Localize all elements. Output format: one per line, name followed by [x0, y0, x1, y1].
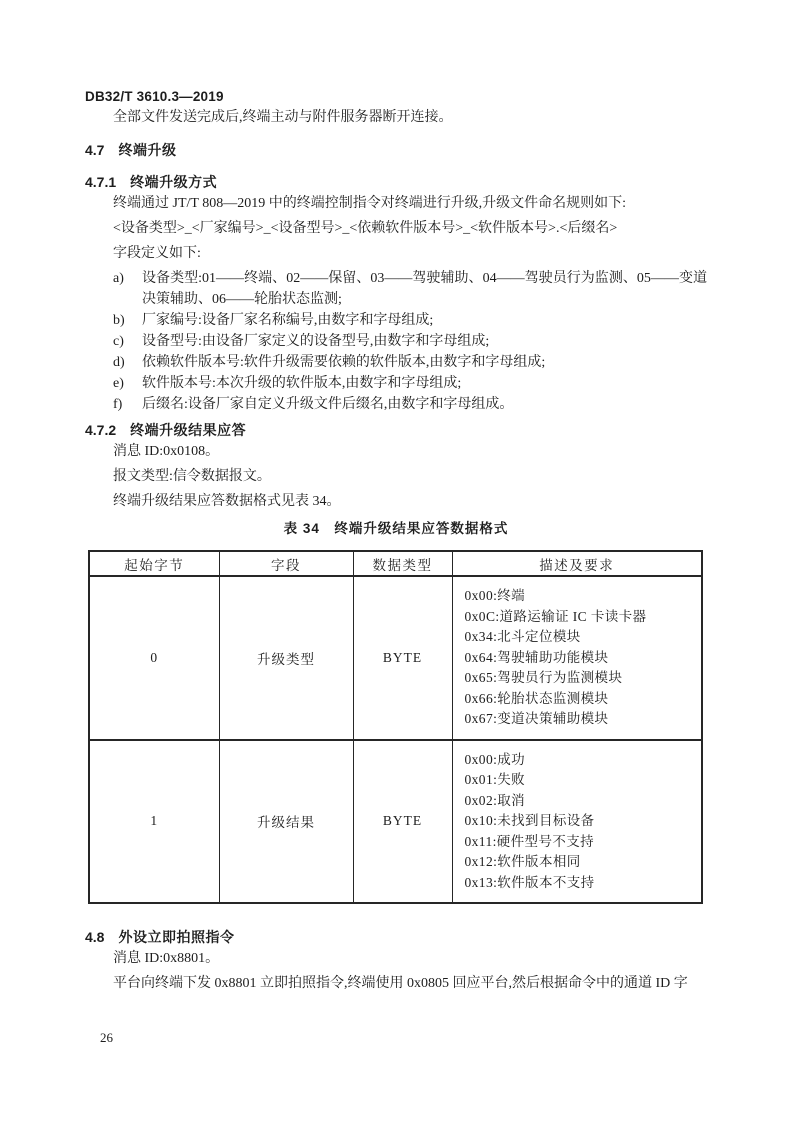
list-item: [85, 310, 707, 331]
table-row: [89, 576, 702, 740]
section-number: 4.7.1: [85, 174, 117, 190]
description-line: 0x13:软件版本不支持: [464, 874, 595, 890]
table-34-header: [89, 551, 702, 576]
table-row: [89, 740, 702, 904]
message-id-line: 消息 ID:0x0108。: [113, 444, 220, 459]
paragraph-upgrade-intro: 终端通过 JT/T 808—2019 中的终端控制指令对终端进行升级,升级文件命名规则如下:: [113, 196, 627, 211]
section-title: 终端升级结果应答: [130, 422, 247, 438]
standard-number-header: DB32/T 3610.3—2019: [85, 89, 224, 104]
description-line: 0x67:变道决策辅助模块: [464, 711, 609, 726]
description-line: 0x00:终端: [464, 588, 526, 603]
list-item: [85, 268, 707, 310]
field-definition-list: [85, 268, 707, 415]
cell-field: 升级类型: [219, 576, 353, 740]
section-4-7-2-heading: [85, 422, 707, 439]
list-item-text: 后缀名:设备厂家自定义升级文件后缀名,由数字和字母组成。: [142, 397, 514, 412]
list-item-label: b): [113, 313, 125, 328]
cell-data-type: BYTE: [353, 740, 452, 904]
section-title: 外设立即拍照指令: [118, 929, 235, 945]
column-header-description: 描述及要求: [452, 551, 702, 576]
list-item-text: 厂家编号:设备厂家名称编号,由数字和字母组成;: [142, 313, 434, 328]
description-line: 0x0C:道路运输证 IC 卡读卡器: [464, 608, 647, 624]
list-item-label: d): [113, 355, 125, 370]
message-id-line: 消息 ID:0x8801。: [113, 951, 220, 966]
list-item-text: 软件版本号:本次升级的软件版本,由数字和字母组成;: [142, 376, 462, 391]
filename-pattern-line: <设备类型>_<厂家编号>_<设备型号>_<依赖软件版本号>_<软件版本号>.<后缀名>: [113, 221, 618, 236]
page-content: [85, 0, 707, 996]
section-number: 4.8: [85, 929, 105, 945]
table-34: [88, 550, 703, 904]
description-line: 0x66:轮胎状态监测模块: [464, 690, 609, 706]
section-title: 终端升级方式: [130, 174, 218, 190]
list-item: [85, 352, 707, 373]
paragraph-disconnect: 全部文件发送完成后,终端主动与附件服务器断开连接。: [113, 110, 453, 125]
message-type-line: 报文类型:信令数据报文。: [113, 469, 271, 484]
section-number: 4.7.2: [85, 422, 117, 438]
description-line: 0x65:驾驶员行为监测模块: [464, 670, 623, 685]
list-item-label: f): [113, 397, 123, 412]
description-line: 0x11:硬件型号不支持: [464, 833, 595, 849]
list-item: [85, 373, 707, 394]
cell-start-byte: 1: [150, 813, 159, 829]
cell-description: [452, 740, 702, 904]
page-number: 26: [100, 1030, 113, 1045]
description-line: 0x12:软件版本相同: [464, 854, 581, 869]
description-line: 0x10:未找到目标设备: [464, 813, 595, 828]
table-header-row: [89, 551, 702, 576]
cell-data-type: BYTE: [353, 576, 452, 740]
list-item-text: 设备类型:01——终端、02——保留、03——驾驶辅助、04——驾驶员行为监测、05——变道决策辅助、06——轮胎状态监测;: [142, 271, 707, 307]
list-item-label: e): [113, 376, 124, 391]
list-item-label: a): [113, 271, 124, 286]
column-header-start-byte: 起始字节: [89, 551, 219, 576]
section-4-7-heading: [85, 142, 707, 159]
list-item-label: c): [113, 334, 124, 349]
fields-intro-line: 字段定义如下:: [113, 246, 201, 261]
paragraph-photo-command: 平台向终端下发 0x8801 立即拍照指令,终端使用 0x0805 回应平台,然后根据命令中的通道 ID 字: [113, 976, 688, 991]
description-line: 0x64:驾驶辅助功能模块: [464, 649, 609, 665]
column-header-data-type: 数据类型: [353, 551, 452, 576]
section-4-8-heading: [85, 929, 707, 946]
description-line: 0x01:失败: [464, 772, 526, 787]
list-item: [85, 331, 707, 352]
description-line: 0x00:成功: [464, 751, 526, 767]
list-item-text: 设备型号:由设备厂家定义的设备型号,由数字和字母组成;: [142, 334, 490, 349]
table-reference-line: 终端升级结果应答数据格式见表 34。: [113, 494, 341, 509]
section-4-7-1-heading: [85, 174, 707, 191]
column-header-field: 字段: [219, 551, 353, 576]
section-title: 终端升级: [118, 142, 177, 158]
cell-start-byte: 0: [89, 576, 219, 740]
cell-description: [452, 576, 702, 740]
list-item-text: 依赖软件版本号:软件升级需要依赖的软件版本,由数字和字母组成;: [142, 355, 546, 370]
table-34-caption: 表 34 终端升级结果应答数据格式: [283, 521, 509, 536]
section-number: 4.7: [85, 142, 105, 158]
cell-field: 升级结果: [219, 740, 353, 904]
description-line: 0x02:取消: [464, 792, 526, 808]
list-item: [85, 394, 707, 415]
description-line: 0x34:北斗定位模块: [464, 629, 581, 644]
